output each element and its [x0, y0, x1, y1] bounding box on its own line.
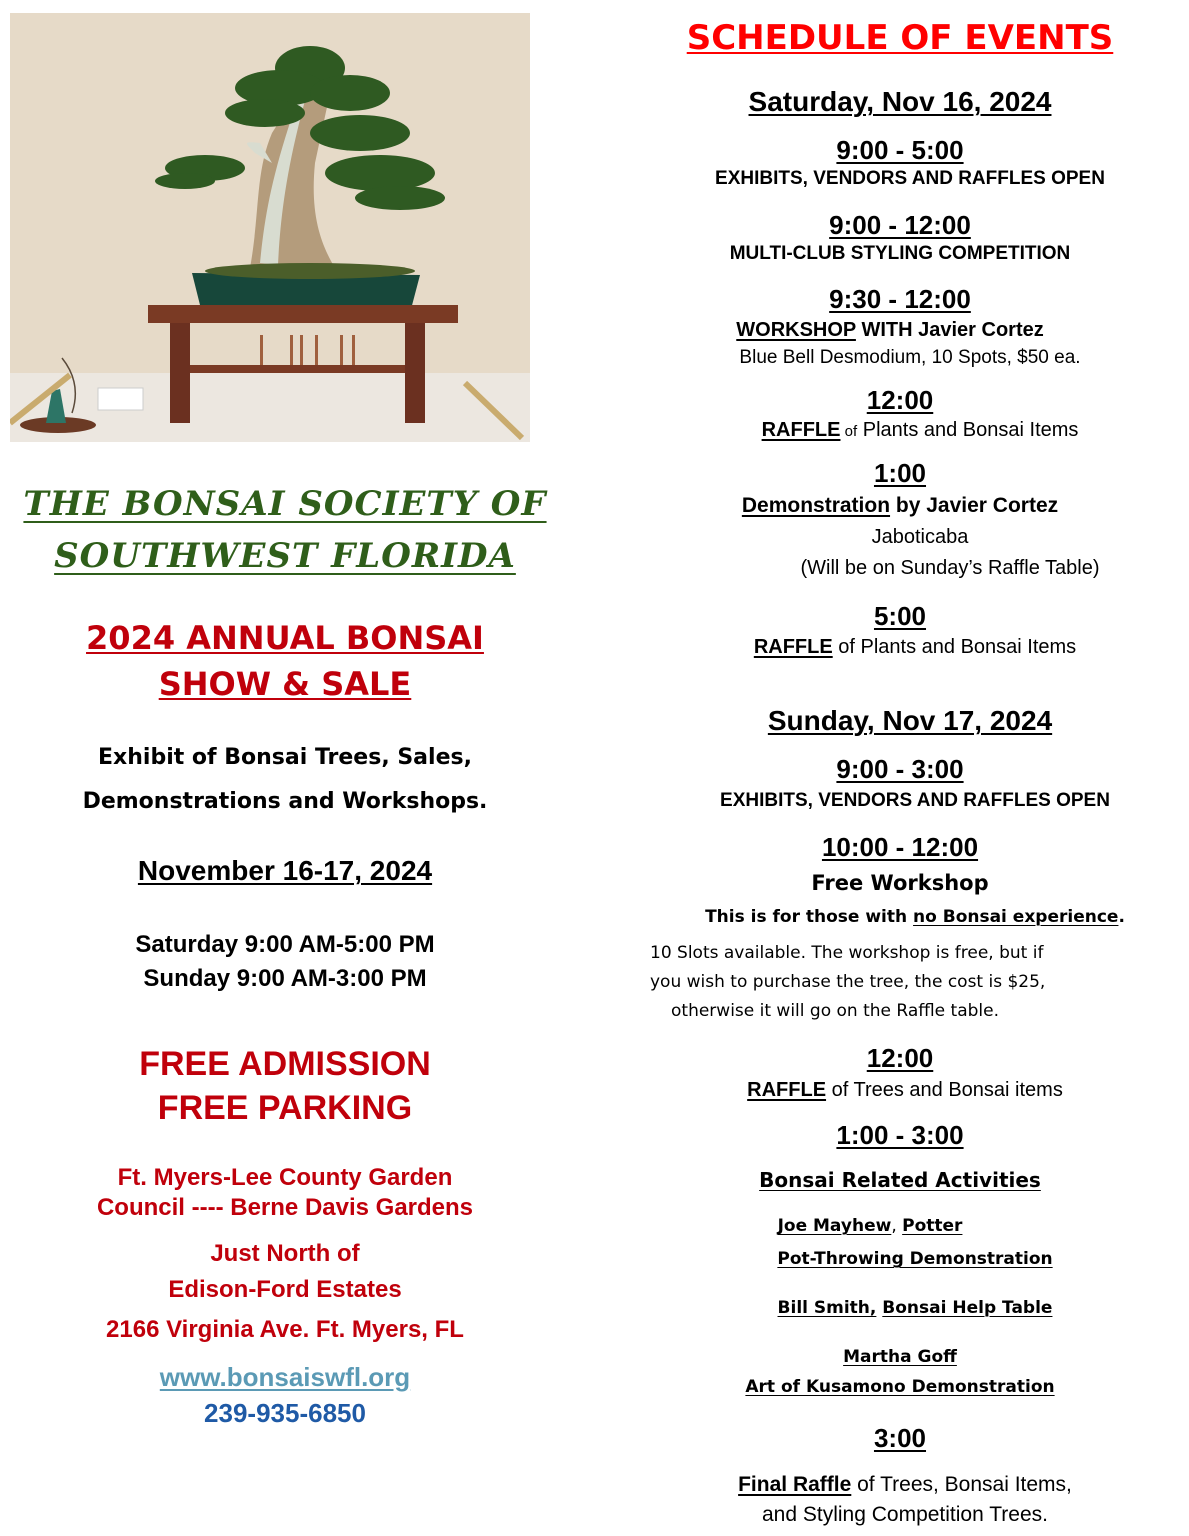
event-detail: (Will be on Sunday’s Raffle Table) — [800, 557, 1100, 579]
activity-role: Bonsai Help Table — [882, 1298, 1053, 1318]
event-dates-text: November 16-17, 2024 — [137, 855, 433, 886]
activity-person: Martha Goff — [843, 1347, 957, 1367]
event-description: EXHIBITS, VENDORS AND RAFFLES OPEN — [720, 790, 1110, 811]
exhibit-description — [20, 736, 550, 824]
schedule-title — [640, 18, 1160, 58]
sat-e6-time: 5:00 — [873, 601, 927, 631]
event-description — [655, 636, 1175, 659]
free-admission — [20, 1042, 550, 1130]
phone-number: 239-935-6850 — [204, 1398, 366, 1428]
sun-e1-time: 9:00 - 3:00 — [836, 754, 964, 784]
website-link[interactable] — [20, 1362, 550, 1393]
schedule-title-text: SCHEDULE OF EVENTS — [686, 18, 1114, 58]
event-description — [645, 1079, 1165, 1102]
exhibit-line-2: Demonstrations and Workshops. — [82, 789, 488, 814]
audience-emphasis: no Bonsai experience — [913, 907, 1119, 927]
event-time — [640, 601, 1160, 632]
event-detail: Blue Bell Desmodium, 10 Spots, $50 ea. — [739, 347, 1081, 368]
raffle-label: RAFFLE — [753, 636, 833, 658]
day-heading-saturday — [640, 86, 1160, 118]
activity-description — [640, 1377, 1160, 1397]
event-description — [645, 1470, 1165, 1530]
sun-e3-time: 12:00 — [866, 1043, 934, 1073]
activity-role: Potter — [902, 1216, 963, 1236]
activities-heading — [640, 1168, 1160, 1192]
day-heading-sunday — [650, 705, 1170, 737]
society-line-1: THE BONSAI SOCIETY OF — [23, 484, 547, 524]
event-time — [640, 754, 1160, 785]
hours-saturday: Saturday 9:00 AM-5:00 PM — [135, 931, 435, 958]
demonstration-label: Demonstration — [741, 494, 891, 517]
saturday-date: Saturday, Nov 16, 2024 — [748, 86, 1052, 117]
exhibit-line-1: Exhibit of Bonsai Trees, Sales, — [98, 745, 472, 770]
workshop-label: WORKSHOP — [736, 319, 856, 341]
location-line-2: Edison-Ford Estates — [168, 1276, 402, 1303]
sat-e1-time: 9:00 - 5:00 — [836, 135, 964, 165]
sat-e4-time: 12:00 — [866, 385, 934, 415]
event-description — [660, 419, 1180, 442]
raffle-items: of Trees and Bonsai items — [826, 1079, 1063, 1101]
sun-e2-time: 10:00 - 12:00 — [821, 832, 979, 862]
venue-line-1: Ft. Myers-Lee County Garden — [117, 1164, 453, 1191]
workshop-detail-line: you wish to purchase the tree, the cost is $25, — [650, 972, 1046, 992]
activity-description-text: Art of Kusamono Demonstration — [745, 1377, 1055, 1397]
society-line-2: SOUTHWEST FLORIDA — [54, 536, 516, 576]
raffle-of: of — [840, 423, 858, 440]
event-detail: Jaboticaba — [871, 526, 969, 548]
sun-e4-time: 1:00 - 3:00 — [836, 1120, 964, 1150]
location-line-1: Just North of — [210, 1240, 360, 1267]
event-audience — [655, 907, 1175, 927]
venue-name — [20, 1163, 550, 1223]
activity-bill-smith — [655, 1298, 1175, 1318]
sat-e2-time: 9:00 - 12:00 — [829, 210, 971, 240]
event-description — [630, 319, 1150, 342]
activity-description — [655, 1249, 1175, 1269]
workshop-instructor: WITH Javier Cortez — [855, 319, 1044, 341]
society-name — [20, 478, 550, 582]
activity-joe-mayhew — [610, 1216, 1130, 1236]
audience-end: . — [1118, 907, 1125, 927]
event-time — [640, 135, 1160, 166]
final-raffle-line-2: and Styling Competition Trees. — [762, 1503, 1048, 1526]
show-title-line-2: SHOW & SALE — [158, 665, 412, 703]
event-description: MULTI-CLUB STYLING COMPETITION — [729, 243, 1071, 264]
show-title-line-1: 2024 ANNUAL BONSAI — [86, 619, 484, 657]
demonstration-by: by Javier Cortez — [890, 494, 1059, 517]
workshop-detail-line: 10 Slots available. The workshop is free, but if — [650, 943, 1044, 963]
event-description — [640, 494, 1160, 518]
event-time — [640, 210, 1160, 241]
free-admission-text: FREE ADMISSION — [139, 1045, 431, 1083]
event-description: EXHIBITS, VENDORS AND RAFFLES OPEN — [715, 168, 1105, 189]
final-raffle-label: Final Raffle — [738, 1473, 852, 1496]
event-time — [640, 1043, 1160, 1074]
event-time — [640, 385, 1160, 416]
audience-prefix: This is for those with — [705, 907, 914, 927]
event-hours — [20, 928, 550, 996]
website-link-text[interactable]: www.bonsaiswfl.org — [159, 1362, 411, 1392]
event-time — [640, 458, 1160, 489]
event-title: Free Workshop — [811, 871, 989, 895]
show-title — [20, 615, 550, 707]
bonsai-tree-illustration — [10, 13, 530, 442]
venue-line-2: Council ---- Berne Davis Gardens — [96, 1194, 474, 1221]
raffle-label: RAFFLE — [761, 419, 841, 441]
activity-martha-goff — [640, 1347, 1160, 1367]
event-time — [640, 1120, 1160, 1151]
event-time — [640, 1423, 1160, 1454]
free-parking-text: FREE PARKING — [157, 1089, 413, 1127]
sat-e3-time: 9:30 - 12:00 — [829, 284, 971, 314]
raffle-label: RAFFLE — [747, 1079, 827, 1101]
event-dates — [20, 855, 550, 887]
event-time — [640, 832, 1160, 863]
raffle-items: of Plants and Bonsai Items — [832, 636, 1077, 658]
activity-person: Bill Smith, — [777, 1298, 877, 1318]
bonsai-photo — [10, 13, 530, 442]
event-time — [640, 284, 1160, 315]
workshop-details — [650, 939, 1120, 1026]
activity-sep: , — [891, 1216, 903, 1236]
raffle-items: Plants and Bonsai Items — [857, 419, 1079, 441]
venue-address: 2166 Virginia Ave. Ft. Myers, FL — [106, 1316, 464, 1343]
sunday-date: Sunday, Nov 17, 2024 — [767, 705, 1053, 736]
workshop-detail-line: otherwise it will go on the Raffle table. — [671, 1001, 999, 1021]
sun-e5-time: 3:00 — [873, 1423, 927, 1453]
activities-heading-text: Bonsai Related Activities — [759, 1168, 1041, 1192]
activity-description-text: Pot-Throwing Demonstration — [777, 1249, 1053, 1269]
sat-e5-time: 1:00 — [873, 458, 927, 488]
final-raffle-items: of Trees, Bonsai Items, — [851, 1473, 1072, 1496]
venue-location — [20, 1236, 550, 1308]
hours-sunday: Sunday 9:00 AM-3:00 PM — [143, 965, 427, 992]
activity-person: Joe Mayhew — [777, 1216, 892, 1236]
